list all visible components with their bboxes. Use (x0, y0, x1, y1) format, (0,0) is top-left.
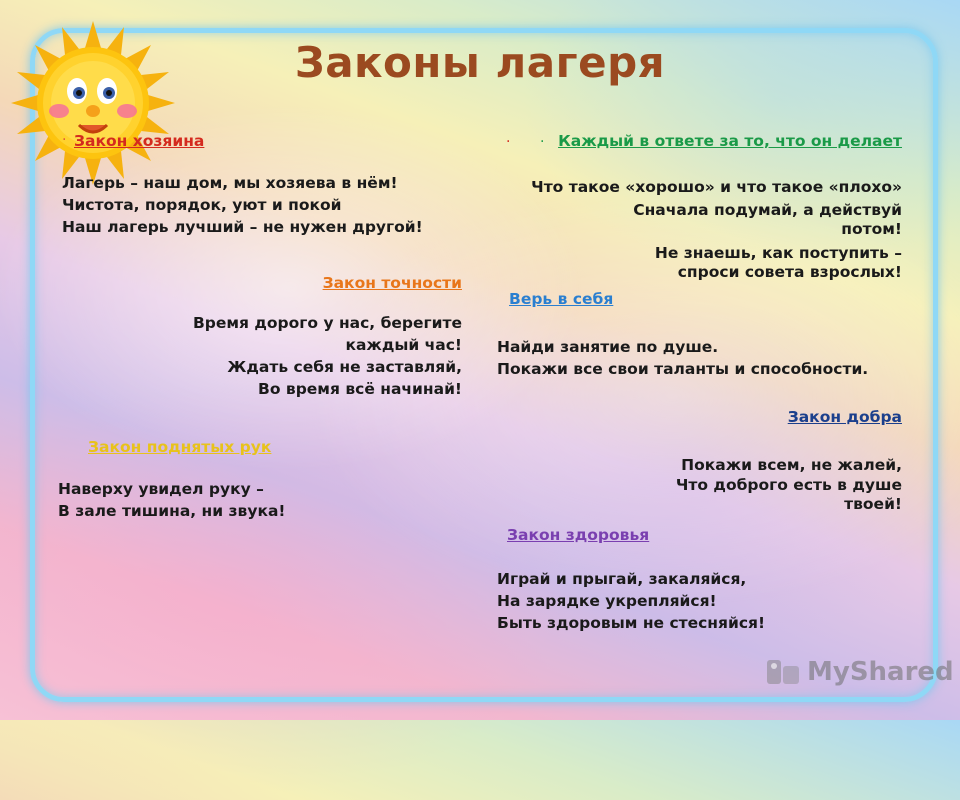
law-block (490, 406, 902, 514)
bullet: · (506, 134, 511, 150)
law-block (490, 130, 902, 282)
law-text: Найди занятие по душе. (497, 338, 719, 356)
law-text: Играй и прыгай, закаляйся, (497, 570, 747, 588)
law-heading[interactable]: Закон поднятых рук (88, 438, 272, 456)
law-text: Наверху увидел руку – (58, 480, 264, 498)
law-text: Наш лагерь лучший – не нужен другой! (62, 218, 423, 236)
law-text: Быть здоровым не стесняйся! (497, 614, 766, 632)
law-heading[interactable]: Закон хозяина (74, 132, 205, 150)
law-block (62, 130, 462, 238)
law-text: Не знаешь, как поступить – спроси совета взрослых! (654, 244, 902, 281)
law-heading[interactable]: Закон здоровья (507, 526, 650, 544)
law-heading[interactable]: Закон точности (322, 274, 462, 292)
law-text: Чистота, порядок, уют и покой (62, 196, 342, 214)
law-text: Что доброго есть в душе твоей! (675, 476, 902, 513)
myshared-logo-icon (765, 656, 801, 688)
law-text: Лагерь – наш дом, мы хозяева в нём! (62, 174, 398, 192)
law-block (497, 288, 897, 380)
law-block (62, 272, 462, 400)
law-heading[interactable]: Каждый в ответе за то, что он делает (558, 132, 902, 150)
law-text: Сначала подумай, а действуй потом! (633, 201, 902, 238)
law-heading[interactable]: Закон добра (787, 408, 902, 426)
law-text: Во время всё начинай! (258, 380, 462, 398)
watermark-text: MyShared (807, 657, 954, 687)
page-title: Законы лагеря (294, 38, 666, 87)
law-heading[interactable]: Верь в себя (509, 290, 614, 308)
law-text: Время дорого у нас, берегите каждый час! (192, 314, 462, 354)
watermark (765, 656, 954, 688)
bullet: · (62, 132, 67, 148)
law-block (497, 524, 897, 634)
law-text: Ждать себя не заставляй, (227, 358, 462, 376)
law-text: Покажи все свои таланты и способности. (497, 360, 869, 378)
law-text: В зале тишина, ни звука! (58, 502, 286, 520)
law-text: Покажи всем, не жалей, (681, 456, 902, 474)
bullet: · (540, 134, 545, 150)
law-block (58, 436, 458, 522)
law-text: На зарядке укрепляйся! (497, 592, 717, 610)
law-text: Что такое «хорошо» и что такое «плохо» (531, 178, 902, 196)
